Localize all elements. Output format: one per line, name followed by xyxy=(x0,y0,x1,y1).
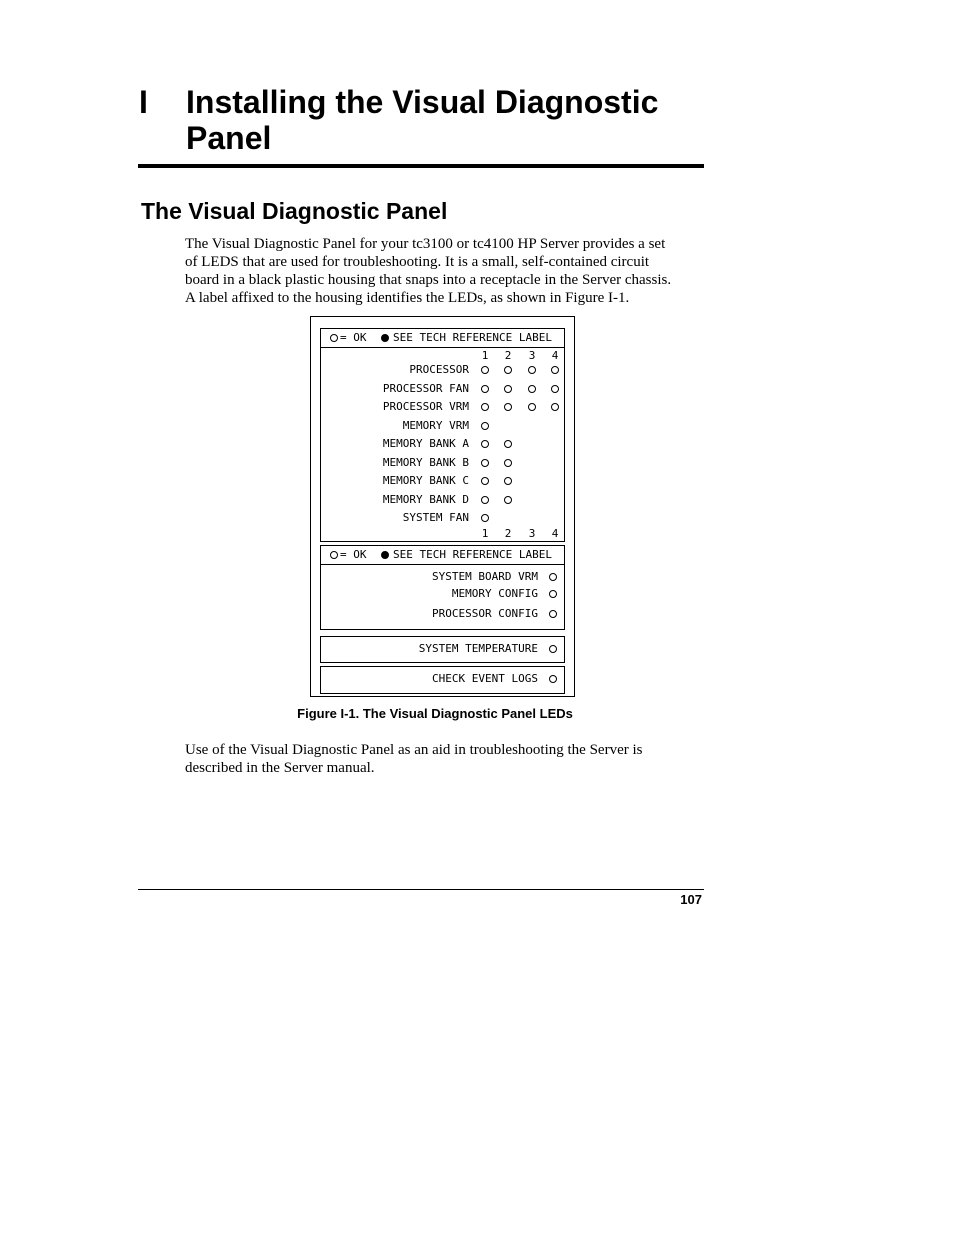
row-label: PROCESSOR VRM xyxy=(382,400,469,413)
row-label: SYSTEM FAN xyxy=(402,511,469,524)
row-label: MEMORY BANK D xyxy=(382,493,469,506)
row-label: PROCESSOR xyxy=(409,363,469,376)
closing-line: described in the Server manual. xyxy=(185,760,375,776)
intro-line: board in a black plastic housing that snaps into a receptacle in the Server chassis. xyxy=(185,272,672,288)
led-grid-box xyxy=(320,347,565,542)
led-icon xyxy=(551,366,559,374)
led-icon xyxy=(481,422,489,430)
figure-caption: Figure I-1. The Visual Diagnostic Panel LEDs xyxy=(297,706,573,721)
row-label: MEMORY BANK A xyxy=(382,437,469,450)
column-number-bottom: 4 xyxy=(551,527,559,540)
row-label: MEMORY BANK C xyxy=(382,474,469,487)
legend-header-bottom xyxy=(320,545,565,565)
led-icon xyxy=(504,477,512,485)
chapter-letter: I xyxy=(139,84,148,120)
led-icon xyxy=(504,496,512,504)
column-number-top: 2 xyxy=(504,349,512,362)
legend-ok-text: = OK xyxy=(340,548,367,561)
led-icon xyxy=(481,514,489,522)
legend-header-top xyxy=(320,328,565,348)
led-icon xyxy=(504,403,512,411)
led-filled-icon xyxy=(381,551,389,559)
diagnostic-panel-figure xyxy=(310,316,575,697)
intro-line: The Visual Diagnostic Panel for your tc3100 or tc4100 HP Server provides a set xyxy=(185,236,666,252)
row-label: MEMORY BANK B xyxy=(382,456,469,469)
closing-line: Use of the Visual Diagnostic Panel as an aid in troubleshooting the Server is xyxy=(185,742,643,758)
led-icon xyxy=(528,403,536,411)
event-logs-label: CHECK EVENT LOGS xyxy=(432,672,538,685)
led-icon xyxy=(549,573,557,581)
column-number-top: 1 xyxy=(481,349,489,362)
led-icon xyxy=(504,459,512,467)
led-icon xyxy=(551,403,559,411)
column-number-top: 4 xyxy=(551,349,559,362)
led-ok-icon xyxy=(330,551,338,559)
legend-see-text: SEE TECH REFERENCE LABEL xyxy=(393,548,552,561)
led-icon xyxy=(528,385,536,393)
led-icon xyxy=(549,645,557,653)
led-icon xyxy=(549,675,557,683)
chapter-title-line: Panel xyxy=(186,120,272,156)
led-icon xyxy=(549,610,557,618)
led-filled-icon xyxy=(381,334,389,342)
row-label: MEMORY VRM xyxy=(402,419,469,432)
event-logs-box xyxy=(320,666,565,694)
led-icon xyxy=(481,385,489,393)
intro-paragraph xyxy=(185,235,705,307)
legend-ok-text: = OK xyxy=(340,331,367,344)
led-icon xyxy=(481,440,489,448)
led-icon xyxy=(551,385,559,393)
led-icon xyxy=(481,366,489,374)
led-icon xyxy=(528,366,536,374)
temperature-label: SYSTEM TEMPERATURE xyxy=(418,642,538,655)
led-icon xyxy=(481,477,489,485)
page-number: 107 xyxy=(680,892,702,907)
intro-line: of LEDS that are used for troubleshooting. It is a small, self-contained circuit xyxy=(185,254,650,270)
chapter-title-line: Installing the Visual Diagnostic xyxy=(186,84,659,120)
system-row-label: SYSTEM BOARD VRM xyxy=(432,570,538,583)
column-number-bottom: 3 xyxy=(528,527,536,540)
led-icon xyxy=(504,366,512,374)
led-icon xyxy=(549,590,557,598)
closing-paragraph xyxy=(185,741,705,777)
led-icon xyxy=(504,440,512,448)
led-icon xyxy=(481,496,489,504)
column-number-bottom: 1 xyxy=(481,527,489,540)
chapter-title xyxy=(186,84,706,156)
column-number-top: 3 xyxy=(528,349,536,362)
intro-line: A label affixed to the housing identifies the LEDs, as shown in Figure I-1. xyxy=(185,290,630,306)
led-icon xyxy=(504,385,512,393)
led-ok-icon xyxy=(330,334,338,342)
led-icon xyxy=(481,403,489,411)
chapter-rule xyxy=(138,164,704,168)
column-number-bottom: 2 xyxy=(504,527,512,540)
legend-see-text: SEE TECH REFERENCE LABEL xyxy=(393,331,552,344)
footer-rule xyxy=(138,889,704,890)
led-icon xyxy=(481,459,489,467)
temperature-box xyxy=(320,636,565,663)
system-led-box xyxy=(320,564,565,630)
system-row-label: MEMORY CONFIG xyxy=(451,587,538,600)
system-row-label: PROCESSOR CONFIG xyxy=(432,607,538,620)
row-label: PROCESSOR FAN xyxy=(382,382,469,395)
section-title: The Visual Diagnostic Panel xyxy=(141,198,448,224)
